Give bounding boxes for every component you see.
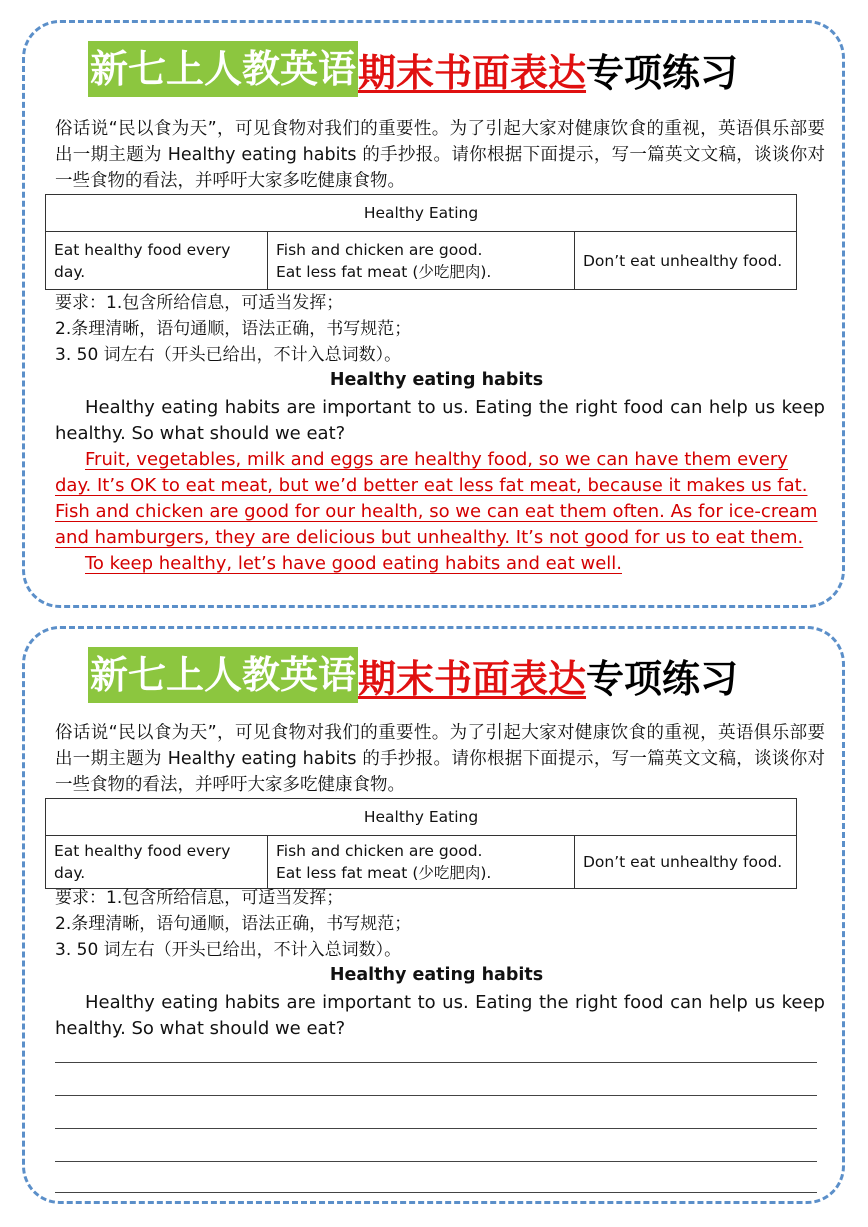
essay-opening: Healthy eating habits are important to us. Eating the right food can help us keep healthy. So what should we eat? [55,992,825,1039]
hint-cell-2-line2: Eat less fat meat (少吃肥肉). [276,864,492,882]
prompt-intro: 俗话说“民以食为天”，可见食物对我们的重要性。为了引起大家对健康饮食的重视，英语俱乐部要出一期主题为 Healthy eating habits 的手抄报。请你根据下面提示，写一篇英文文稿，谈谈你对一些食物的看法，并呼吁大家多吃健康食物。 [55,119,825,191]
essay-opening: Healthy eating habits are important to us. Eating the right food can help us keep healthy. So what should we eat? [55,397,825,444]
hint-cell-2 [268,836,575,889]
hint-table-heading: Healthy Eating [46,195,797,232]
writing-line[interactable] [55,1192,817,1193]
prompt-intro: 俗话说“民以食为天”，可见食物对我们的重要性。为了引起大家对健康饮食的重视，英语俱乐部要出一期主题为 Healthy eating habits 的手抄报。请你根据下面提示，写一篇英文文稿，谈谈你对一些食物的看法，并呼吁大家多吃健康食物。 [55,723,825,795]
title-part-topic: 期末书面表达 [358,656,587,701]
worksheet-title [88,41,738,97]
hint-cell-2-line1: Fish and chicken are good. [276,240,483,259]
title-part-practice: 专项练习 [586,50,739,95]
hint-cell-1: Eat healthy food every day. [46,232,268,290]
hint-cell-2 [268,232,575,290]
requirements [55,290,825,368]
requirements [55,885,825,963]
worksheet-title [88,647,738,703]
title-part-grade: 新七上人教英语 [88,41,358,97]
worksheet-card-blank [22,626,845,1204]
essay-title: Healthy eating habits [329,965,544,985]
title-part-topic: 期末书面表达 [358,50,587,95]
requirement-1: 要求：1.包含所给信息，可适当发挥； [55,293,344,313]
hint-cell-2-line2: Eat less fat meat (少吃肥肉). [276,262,492,281]
writing-line[interactable] [55,1128,817,1129]
hint-table-heading: Healthy Eating [46,799,797,836]
requirement-1: 要求：1.包含所给信息，可适当发挥； [55,888,344,908]
hint-table [45,798,797,889]
writing-line[interactable] [55,1095,817,1096]
hint-cell-3: Don’t eat unhealthy food. [575,836,797,889]
title-part-grade: 新七上人教英语 [88,647,358,703]
title-part-practice: 专项练习 [586,656,739,701]
requirement-3: 3. 50 词左右（开头已给出，不计入总词数）。 [55,345,402,365]
writing-line[interactable] [55,1161,817,1162]
sample-answer [55,447,825,577]
hint-cell-1: Eat healthy food every day. [46,836,268,889]
requirement-2: 2.条理清晰，语句通顺，语法正确，书写规范； [55,319,412,339]
worksheet-card-answer [22,20,845,608]
hint-table [45,194,797,290]
sample-answer-paragraph-1: Fruit, vegetables, milk and eggs are healthy food, so we can have them every day. It’s OK to eat meat, but we’d better eat less fat meat, because it makes us fat. Fish and chicken are good for our health, so we can eat them often. As for ice-cream and hamburgers, they are delicious but unhealthy. It’s not good for us to eat them. [55,449,818,548]
hint-cell-2-line1: Fish and chicken are good. [276,842,483,860]
hint-cell-3: Don’t eat unhealthy food. [575,232,797,290]
requirement-2: 2.条理清晰，语句通顺，语法正确，书写规范； [55,914,412,934]
requirement-3: 3. 50 词左右（开头已给出，不计入总词数）。 [55,940,402,960]
sample-answer-paragraph-2: To keep healthy, let’s have good eating habits and eat well. [85,553,622,574]
writing-line[interactable] [55,1062,817,1063]
essay-title: Healthy eating habits [329,370,544,390]
